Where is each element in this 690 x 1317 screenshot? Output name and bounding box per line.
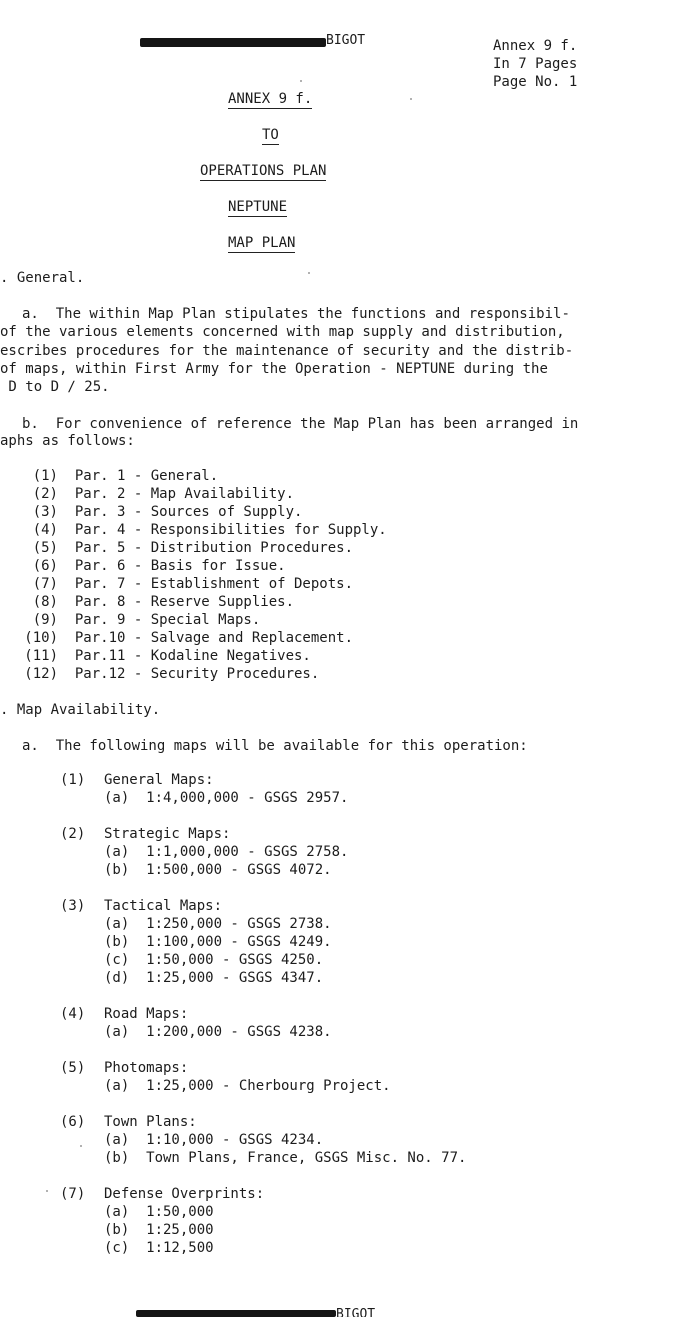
operation-name-title	[228, 198, 287, 216]
map-item: (a) 1:200,000 - GSGS 4238.	[104, 1024, 332, 1040]
operation-name-title-text: NEPTUNE	[228, 199, 288, 215]
map-item: (a) 1:4,000,000 - GSGS 2957.	[104, 790, 349, 806]
list-item	[12, 665, 319, 683]
map-group-title: Tactical Maps:	[104, 898, 223, 914]
para-a-line-5: D to D ∕ 25.	[0, 379, 110, 395]
list-item	[12, 539, 353, 557]
map-item: (b) 1:25,000	[104, 1222, 214, 1238]
classification-marking: BIGOT	[326, 33, 366, 48]
annex-reference-line-3: Page No. 1	[493, 74, 578, 90]
list-item-number: (7)	[32, 576, 58, 592]
list-item	[12, 521, 387, 539]
map-group-number: (2)	[60, 826, 86, 842]
list-item-text: Par. 5 - Distribution Procedures.	[74, 540, 354, 556]
map-group-number: (5)	[60, 1060, 86, 1076]
section-general-heading: . General.	[0, 270, 85, 286]
para-a-line-2: of the various elements concerned with map supply and distribution,	[0, 324, 565, 340]
scan-speck	[46, 1190, 48, 1192]
map-item: (c) 1:50,000 - GSGS 4250.	[104, 952, 324, 968]
list-item-number: (2)	[32, 486, 58, 502]
map-group-number: (3)	[60, 898, 86, 914]
para-a-line-1: a. The within Map Plan stipulates the functions and responsibil-	[22, 306, 570, 322]
list-item	[12, 611, 260, 629]
list-item-text: Par.11 - Kodaline Negatives.	[74, 648, 311, 664]
list-item	[12, 647, 311, 665]
map-group-title: Photomaps:	[104, 1060, 189, 1076]
list-item	[12, 575, 353, 593]
list-item	[12, 593, 294, 611]
para-b-line-2: aphs as follows:	[0, 433, 135, 449]
list-item	[12, 485, 294, 503]
scan-speck	[300, 80, 302, 82]
list-item-text: Par. 2 - Map Availability.	[74, 486, 295, 502]
map-group-title: Road Maps:	[104, 1006, 189, 1022]
annex-reference-line-1: Annex 9 f.	[493, 38, 578, 54]
list-item-text: Par. 9 - Special Maps.	[74, 612, 261, 628]
map-group-number: (7)	[60, 1186, 86, 1202]
footer-redaction-bar	[136, 1310, 336, 1317]
operations-plan-title	[200, 162, 326, 180]
section-map-availability-heading: . Map Availability.	[0, 702, 161, 718]
scan-speck	[308, 272, 310, 274]
list-item-number: (1)	[32, 468, 58, 484]
list-item-text: Par. 6 - Basis for Issue.	[74, 558, 286, 574]
list-item-text: Par.10 - Salvage and Replacement.	[74, 630, 354, 646]
map-item: (b) Town Plans, France, GSGS Misc. No. 77.	[104, 1150, 467, 1166]
para-b-line-1: b. For convenience of reference the Map Plan has been arranged in	[22, 416, 579, 432]
map-availability-para-a: a. The following maps will be available for this operation:	[22, 738, 528, 754]
map-item: (b) 1:500,000 - GSGS 4072.	[104, 862, 332, 878]
list-item	[12, 629, 353, 647]
map-item: (c) 1:12,500	[104, 1240, 214, 1256]
list-item	[12, 557, 286, 575]
annex-reference-line-2: In 7 Pages	[493, 56, 578, 72]
map-item: (b) 1:100,000 - GSGS 4249.	[104, 934, 332, 950]
map-group-title: Defense Overprints:	[104, 1186, 265, 1202]
map-plan-title-text: MAP PLAN	[228, 235, 296, 251]
title-to-text: TO	[262, 127, 279, 143]
operations-plan-title-text: OPERATIONS PLAN	[200, 163, 327, 179]
para-a-line-4: of maps, within First Army for the Operation - NEPTUNE during the	[0, 361, 548, 377]
title-to	[262, 126, 279, 144]
list-item-text: Par. 8 - Reserve Supplies.	[74, 594, 295, 610]
map-item: (a) 1:25,000 - Cherbourg Project.	[104, 1078, 391, 1094]
list-item-number: (5)	[32, 540, 58, 556]
map-group-number: (1)	[60, 772, 86, 788]
scan-speck	[80, 1145, 82, 1147]
list-item	[12, 467, 218, 485]
footer-classification-marking: BIGOT	[336, 1307, 376, 1317]
map-plan-title	[228, 234, 295, 252]
annex-title	[228, 90, 312, 108]
list-item-text: Par.12 - Security Procedures.	[74, 666, 320, 682]
list-item-text: Par. 4 - Responsibilities for Supply.	[74, 522, 387, 538]
list-item-number: (11)	[24, 648, 58, 664]
list-item-number: (4)	[32, 522, 58, 538]
map-item: (d) 1:25,000 - GSGS 4347.	[104, 970, 324, 986]
redaction-bar	[140, 38, 326, 47]
map-item: (a) 1:10,000 - GSGS 4234.	[104, 1132, 324, 1148]
map-group-number: (4)	[60, 1006, 86, 1022]
list-item-text: Par. 3 - Sources of Supply.	[74, 504, 303, 520]
list-item-number: (9)	[32, 612, 58, 628]
map-group-title: General Maps:	[104, 772, 214, 788]
map-item: (a) 1:1,000,000 - GSGS 2758.	[104, 844, 349, 860]
annex-title-text: ANNEX 9 f.	[228, 91, 313, 107]
list-item-text: Par. 7 - Establishment of Depots.	[74, 576, 354, 592]
list-item-number: (12)	[24, 666, 58, 682]
list-item	[12, 503, 302, 521]
map-group-number: (6)	[60, 1114, 86, 1130]
list-item-number: (3)	[32, 504, 58, 520]
list-item-number: (6)	[32, 558, 58, 574]
para-a-line-3: escribes procedures for the maintenance of security and the distrib-	[0, 343, 574, 359]
scan-speck	[410, 98, 412, 100]
list-item-text: Par. 1 - General.	[74, 468, 219, 484]
map-group-title: Town Plans:	[104, 1114, 197, 1130]
list-item-number: (8)	[32, 594, 58, 610]
list-item-number: (10)	[24, 630, 58, 646]
map-group-title: Strategic Maps:	[104, 826, 231, 842]
map-item: (a) 1:250,000 - GSGS 2738.	[104, 916, 332, 932]
map-item: (a) 1:50,000	[104, 1204, 214, 1220]
